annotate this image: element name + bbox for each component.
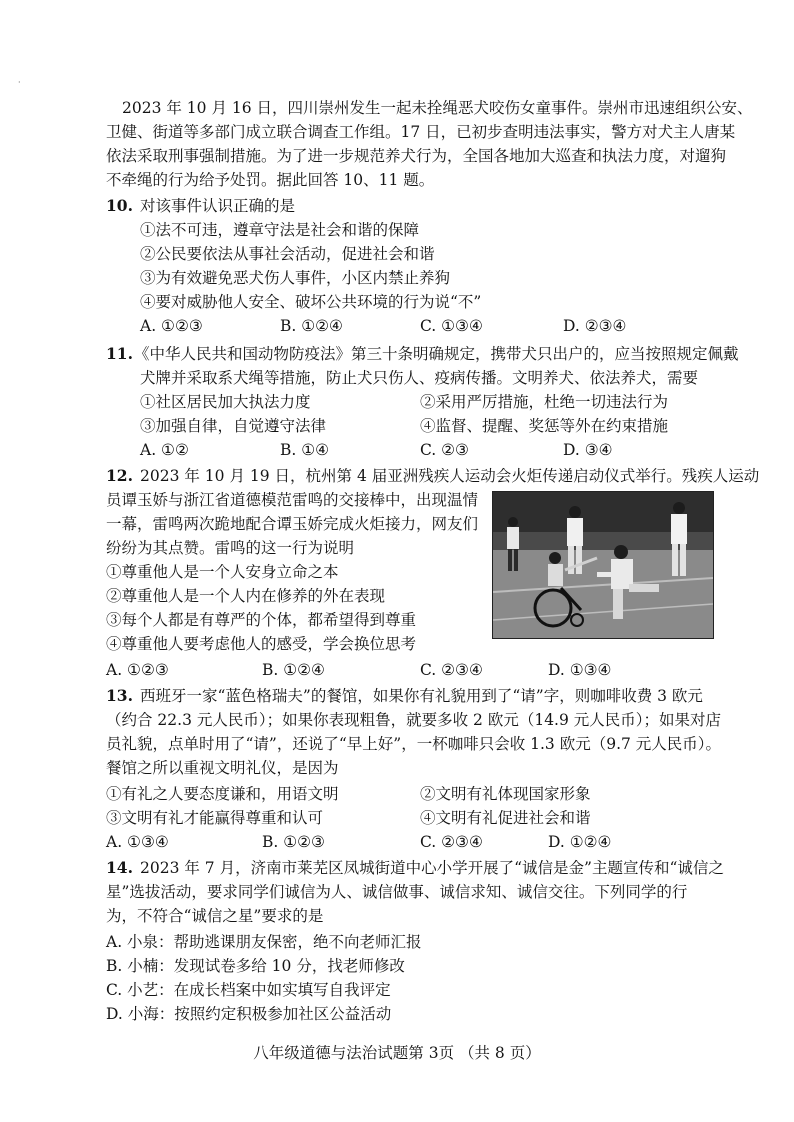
question-stem: 2023 年 7 月，济南市莱芜区凤城街道中心小学开展了“诚信是金”主题宣传和“诚信之 [140,859,724,877]
choice-d[interactable]: D. ①②④ [548,833,612,851]
statement-item: ③文明有礼才能赢得尊重和认可 [106,809,324,827]
question-number: 13. [106,686,133,705]
statement-item: ②公民要依法从事社会活动，促进社会和谐 [140,245,435,263]
question-stem: 《中华人民共和国动物防疫法》第三十条明确规定，携带犬只出户的，应当按照规定佩戴 [134,345,739,363]
statement-item: ①有礼之人要态度谦和，用语文明 [106,785,339,803]
statement-item: ④监督、提醒、奖惩等外在约束措施 [420,417,669,435]
question-stem: 餐馆之所以重视文明礼仪，是因为 [106,759,339,777]
statement-item: ②采用严厉措施，杜绝一切违法行为 [420,393,669,411]
choice-d[interactable]: D. ③④ [563,441,613,459]
statement-item: ④文明有礼促进社会和谐 [420,809,591,827]
question-stem: 对该事件认识正确的是 [140,197,296,215]
question-stem: 星”选拔活动，要求同学们诚信为人、诚信做事、诚信求知、诚信交往。下列同学的行 [106,883,688,901]
intro-line: 不牵绳的行为给予处罚。据此回答 10、11 题。 [106,171,435,189]
question-number: 10. [106,196,133,215]
intro-line: 依法采取刑事强制措施。为了进一步规范养犬行为，全国各地加大巡查和执法力度，对遛狗 [106,147,727,165]
question-stem: 为，不符合“诚信之星”要求的是 [106,907,324,925]
question-number: 11. [106,344,133,363]
choice-a[interactable]: A. 小泉：帮助逃课朋友保密，绝不向老师汇报 [106,933,422,951]
choice-d[interactable]: D. ②③④ [563,317,627,335]
choice-b[interactable]: B. ①②④ [280,317,343,335]
choice-d[interactable]: D. 小海：按照约定积极参加社区公益活动 [106,1005,392,1023]
question-stem: （约合 22.3 元人民币）；如果你表现粗鲁，就要多收 2 欧元（14.9 元人民币）；如果对店 [106,711,722,729]
choice-c[interactable]: C. ②③④ [420,833,483,851]
statement-item: ②文明有礼体现国家形象 [420,785,591,803]
statement-item: ④要对威胁他人安全、破坏公共环境的行为说“不” [140,293,482,311]
question-number: 14. [106,858,133,877]
choice-a[interactable]: A. ①②③ [106,661,169,679]
choice-c[interactable]: C. ②③ [420,441,469,459]
statement-item: ②尊重他人是一个人内在修养的外在表现 [106,587,386,605]
choice-a[interactable]: A. ①②③ [140,317,203,335]
choice-b[interactable]: B. ①②④ [262,661,325,679]
statement-item: ③加强自律，自觉遵守法律 [140,417,327,435]
intro-line: 卫健、街道等多部门成立联合调查工作组。17 日，已初步查明违法事实，警方对犬主人唐某 [106,123,736,141]
statement-item: ④尊重他人要考虑他人的感受，学会换位思考 [106,635,417,653]
question-number: 12. [106,466,133,485]
statement-item: ①社区居民加大执法力度 [140,393,311,411]
statement-item: ③每个人都是有尊严的个体，都希望得到尊重 [106,611,417,629]
question-stem: 西班牙一家“蓝色格瑞夫”的餐馆，如果你有礼貌用到了“请”字，则咖啡收费 3 欧元 [140,687,703,705]
question-stem: 犬牌并采取系犬绳等措施，防止犬只伤人、疫病传播。文明养犬、依法养犬，需要 [140,369,699,387]
choice-c[interactable]: C. 小艺：在成长档案中如实填写自我评定 [106,981,391,999]
choice-a[interactable]: A. ①② [140,441,189,459]
question-stem: 纷纷为其点赞。雷鸣的这一行为说明 [106,539,355,557]
choice-b[interactable]: B. 小楠：发现试卷多给 10 分，找老师修改 [106,957,405,975]
statement-item: ①法不可违，遵章守法是社会和谐的保障 [140,221,420,239]
choice-c[interactable]: C. ①③④ [420,317,483,335]
question-stem: 员礼貌，点单时用了“请”，还说了“早上好”，一杯咖啡只会收 1.3 欧元（9.7 元人民币）。 [106,735,722,753]
question-stem: 一幕，雷鸣两次跪地配合谭玉娇完成火炬接力，网友们 [106,515,479,533]
statement-item: ①尊重他人是一个人安身立命之本 [106,563,339,581]
scan-speck: · [18,78,21,87]
page-footer: 八年级道德与法治试题第 3页 （共 8 页） [253,1044,541,1062]
intro-line: 2023 年 10 月 16 日，四川崇州发生一起未拴绳恶犬咬伤女童事件。崇州市迅速组织公安、 [122,99,753,117]
question-stem: 员谭玉娇与浙江省道德模范雷鸣的交接棒中，出现温情 [106,491,479,509]
choice-d[interactable]: D. ①③④ [548,661,612,679]
choice-c[interactable]: C. ②③④ [420,661,483,679]
torch-relay-photo [492,491,714,639]
statement-item: ③为有效避免恶犬伤人事件，小区内禁止养狗 [140,269,451,287]
question-stem: 2023 年 10 月 19 日，杭州第 4 届亚洲残疾人运动会火炬传递启动仪式举行。残疾人运动 [140,467,760,485]
choice-a[interactable]: A. ①③④ [106,833,169,851]
choice-b[interactable]: B. ①②③ [262,833,325,851]
choice-b[interactable]: B. ①④ [280,441,330,459]
photo-illustration [493,492,713,638]
